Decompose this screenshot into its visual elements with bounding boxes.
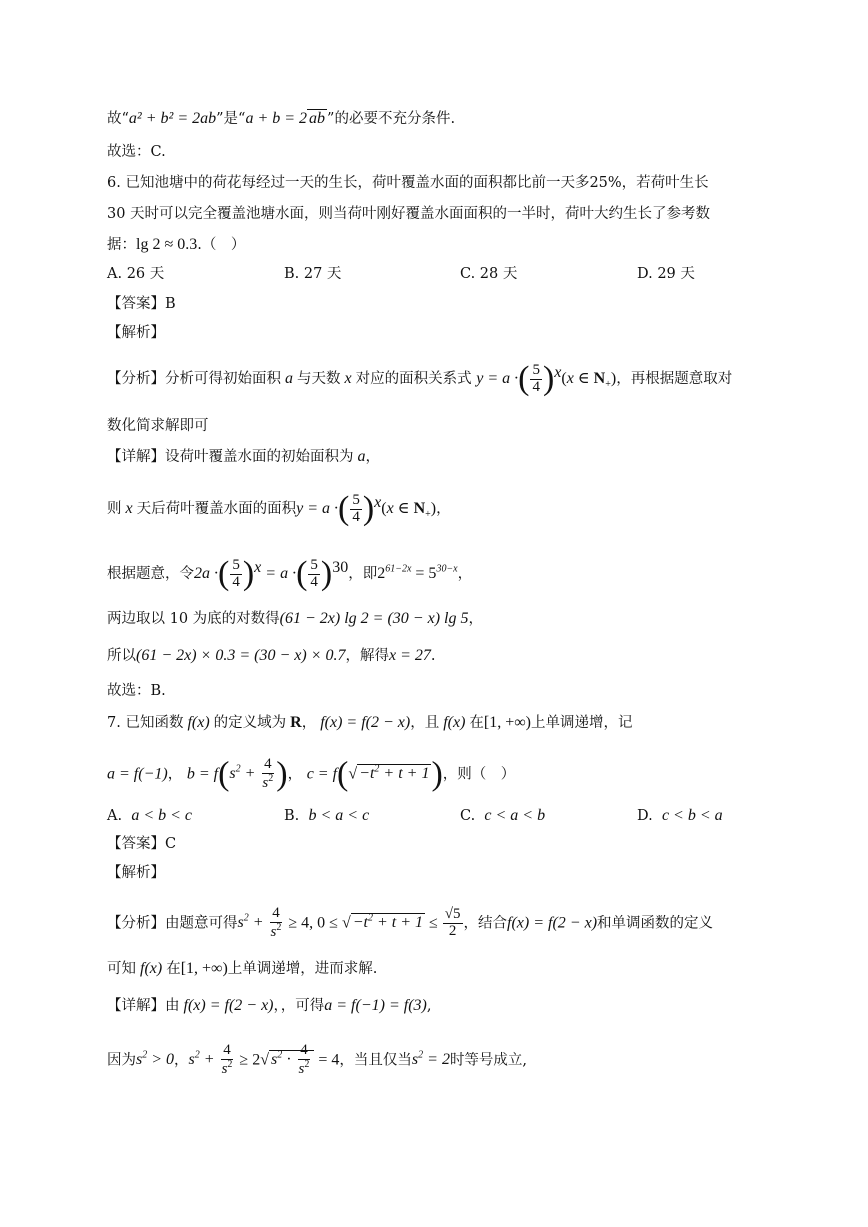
question-7-text: 7. 已知函数 f(x) 的定义域为 R， f(x) = f(2 − x)，且 f(x) 在[1, +∞)上单调递增，记 — [107, 714, 633, 731]
option-6-c: C. 28 天 — [460, 266, 518, 282]
conclusion-line: 故“a² + b² = 2ab”是“a + b = 2 ab ”的必要不充分条件. — [107, 110, 456, 127]
answer-label: 【答案】B — [107, 296, 176, 312]
detail-7-step: 因为$s^2 > 0$，$s^2$ + $\frac{4}{s^2}$ ≥ 2√ $s^2$ · $\frac{4}{s^2}$ = 4，当且仅当$s^2 = 2$时等号成立, — [107, 1042, 528, 1078]
option-7-d: D. c < b < a — [637, 807, 723, 824]
option-6-d: D. 29 天 — [637, 266, 695, 282]
detail-6-step-4: 所以(61 − 2x) × 0.3 = (30 − x) × 0.7，解得x = 27. — [107, 647, 436, 664]
detail-6-step-2: 根据题意，令2a ·( $\frac{5}{4}$ )$^x$ = a ·( $\frac{5}{4}$ )$^{30}$，即$2^{61-2x} = 5^{30-x}$， — [107, 555, 473, 592]
option-7-b: B. b < a < c — [284, 807, 370, 824]
option-6-a: A. 26 天 — [107, 266, 165, 282]
detail-6-step-1: 则 x 天后荷叶覆盖水面的面积y = a ·( $\frac{5}{4}$ )$^x$(x ∈ $N_+$)， — [107, 490, 451, 527]
analysis-6-line-2: 数化简求解即可 — [107, 418, 209, 434]
analysis-label-7: 【解析】 — [107, 865, 165, 881]
analysis-7-line-2: 可知 f(x) 在[1, +∞)上单调递增，进而求解. — [107, 960, 378, 977]
option-7-a: A. a < b < c — [107, 807, 193, 824]
detail-6-line: 【详解】设荷叶覆盖水面的初始面积为 a， — [107, 448, 380, 465]
question-6-text-2: 30 天时可以完全覆盖池塘水面，则当荷叶刚好覆盖水面面积的一半时，荷叶大约生长了参考数 — [107, 206, 711, 222]
analysis-7-line: 【分析】由题意可得$s^2$ + $\frac{4}{s^2}$ ≥ 4, 0 ≤ √ $-t^2 + t + 1$ ≤ $\frac{√5}{2}$ ，结合f(x) = f(2 − x)和单调函数的定义 — [107, 905, 714, 940]
answer-choice-line: 故选：C. — [107, 144, 166, 160]
option-6-b: B. 27 天 — [284, 266, 342, 282]
question-7-text-2: a = f(−1)， $b = f(s^2$ + $\frac{4}{s^2}$ )， $c = f(√ -t^2 + t + 1)$，则（ ） — [107, 755, 516, 793]
answer-choice-6: 故选：B. — [107, 683, 166, 699]
analysis-6-line: 【分析】分析可得初始面积 a 与天数 x 对应的面积关系式 y = a ·( $\frac{5}{4}$ )$^x$(x ∈ $N_+$)，再根据题意取对 — [107, 360, 733, 397]
answer-label-7: 【答案】C — [107, 836, 177, 852]
question-6-text-3: 据：lg 2 ≈ 0.3.（ ） — [107, 236, 246, 253]
option-7-c: C. c < a < b — [460, 807, 546, 824]
detail-7-line: 【详解】由 f(x) = f(2 − x)，，可得a = f(−1) = f(3), — [107, 997, 432, 1014]
detail-6-step-3: 两边取以 10 为底的对数得(61 − 2x) lg 2 = (30 − x) lg 5， — [107, 610, 483, 627]
question-6-text: 6. 已知池塘中的荷花每经过一天的生长，荷叶覆盖水面的面积都比前一天多25%，若荷叶生长 — [107, 175, 709, 191]
analysis-label: 【解析】 — [107, 325, 165, 341]
